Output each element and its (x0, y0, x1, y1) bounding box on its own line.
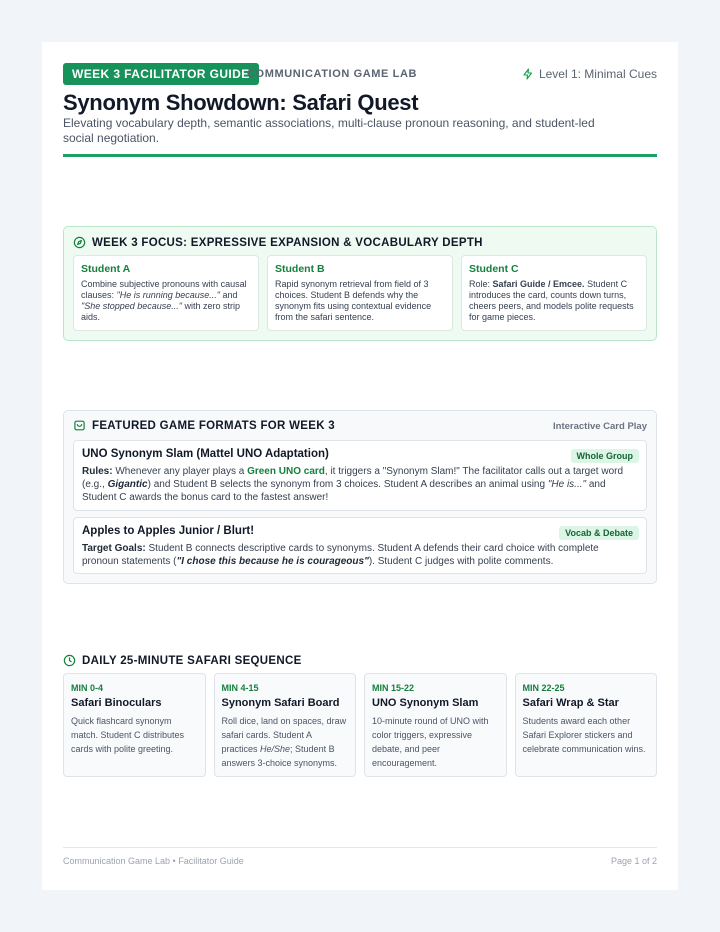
slot-title: Safari Binoculars (71, 697, 162, 709)
compass-icon (73, 236, 86, 249)
student-a-text-2: and (219, 290, 238, 300)
game-rules-label: Rules: (82, 466, 113, 477)
game-formats-panel (63, 410, 657, 584)
student-c-role-label: Role: (469, 279, 493, 289)
game-text-2: , it triggers a "Synonym Slam!" The facilitator calls out a target word (e.g., (82, 466, 624, 490)
student-b-goal: Rapid synonym retrieval from field of 3 choices. Student B defends why the synonym fits using contextual evidence from the safari sentence. (275, 279, 432, 322)
formats-right-label: Interactive Card Play (553, 421, 647, 432)
student-c-text: Student C introduces the card, counts down turns, cheers peers, and models polite requests for game pieces. (469, 279, 634, 322)
student-b-name: Student B (275, 263, 325, 275)
game-card-uno (73, 440, 647, 511)
schedule-row (63, 673, 657, 777)
game-text-1: Whenever any player plays a (112, 466, 248, 477)
brand-label: COMMUNICATION GAME LAB (247, 68, 418, 80)
student-a-text-3: with zero strip aids. (81, 301, 240, 322)
lightning-icon (522, 68, 534, 80)
page-number: Page 1 of 2 (610, 856, 657, 866)
game-title: UNO Synonym Slam (Mattel UNO Adaptation) (82, 448, 329, 460)
slot-description: Quick flashcard synonym match. Student C distributes cards with polite greeting. (71, 716, 185, 754)
week-badge: WEEK 3 FACILITATOR GUIDE (63, 63, 259, 85)
schedule-slot (364, 673, 507, 777)
slot-pronoun: He/She (260, 744, 291, 754)
game-text-1: Student B connects descriptive cards to synonyms. Student A defends their card choice with complete pronoun statements ( (82, 543, 599, 567)
slot-title: UNO Synonym Slam (372, 697, 479, 709)
student-c-role: Safari Guide / Emcee. (492, 279, 585, 289)
slot-description: Students award each other Safari Explorer stickers and celebrate communication wins. (522, 716, 646, 754)
level-indicator (522, 63, 657, 85)
game-tag: Whole Group (571, 449, 640, 463)
page-title: Synonym Showdown: Safari Quest (63, 90, 419, 115)
game-text-2: ). Student C judges with polite comments. (368, 556, 554, 567)
student-c-card (461, 255, 647, 331)
slot-text-1: Roll dice, land on spaces, draw safari cards. Student A practices (221, 716, 347, 754)
clock-icon (63, 654, 76, 667)
game-text-3: ) and Student B selects the synonym from 3 choices. Student A describes an animal using (147, 479, 548, 490)
green-card-highlight: Green UNO card (247, 466, 325, 477)
student-a-quote-1: "He is running because..." (116, 290, 220, 300)
student-a-goal (81, 279, 251, 323)
schedule-slot (515, 673, 658, 777)
card-box-icon (73, 419, 86, 432)
schedule-slot (214, 673, 357, 777)
slot-description: 10-minute round of UNO with color triggers, expressive debate, and peer encouragement. (372, 716, 489, 768)
slot-time: MIN 22-25 (522, 683, 565, 693)
pronoun-quote: "He is..." (547, 479, 587, 490)
focus-heading-text: WEEK 3 FOCUS: EXPRESSIVE EXPANSION & VOCABULARY DEPTH (92, 236, 483, 249)
game-title: Apples to Apples Junior / Blurt! (82, 525, 255, 537)
header-divider (63, 154, 657, 157)
student-a-card (73, 255, 259, 331)
schedule-heading-text: DAILY 25-MINUTE SAFARI SEQUENCE (82, 654, 302, 667)
pronoun-quote: "I chose this because he is courageous" (176, 556, 369, 567)
student-a-text-1: Combine subjective pronouns with causal clauses: (81, 279, 247, 300)
game-text-4: and Student C awards the bonus card to the fastest answer! (82, 479, 606, 503)
slot-title: Synonym Safari Board (221, 697, 340, 709)
page-content (63, 42, 657, 890)
student-c-name: Student C (469, 263, 519, 275)
schedule-slot (63, 673, 206, 777)
slot-time: MIN 4-15 (221, 683, 259, 693)
footer-left: Communication Game Lab • Facilitator Guide (63, 856, 244, 866)
slot-description (222, 714, 349, 770)
game-card-apples (73, 517, 647, 574)
slot-time: MIN 0-4 (71, 683, 104, 693)
student-c-goal (469, 279, 639, 323)
page-subtitle: Elevating vocabulary depth, semantic associations, multi-clause pronoun reasoning, and student-led social negotiation. (63, 116, 595, 145)
schedule-heading (63, 654, 302, 667)
game-tag: Vocab & Debate (559, 526, 639, 540)
level-label: Level 1: Minimal Cues (538, 67, 657, 81)
game-description (82, 542, 638, 568)
target-word-example: Gigantic (107, 479, 148, 490)
guide-page (42, 42, 678, 890)
header-bar (63, 63, 657, 85)
student-a-quote-2: "She stopped because..." (81, 301, 182, 311)
footer-divider (63, 847, 657, 848)
slot-title: Safari Wrap & Star (522, 697, 619, 709)
student-b-card (267, 255, 453, 331)
game-description (82, 465, 638, 504)
game-goals-label: Target Goals: (82, 543, 146, 554)
slot-time: MIN 15-22 (372, 683, 415, 693)
formats-heading (73, 419, 335, 432)
week-focus-panel (63, 226, 657, 341)
focus-heading (73, 236, 483, 249)
formats-heading-text: FEATURED GAME FORMATS FOR WEEK 3 (92, 419, 336, 432)
student-a-name: Student A (81, 263, 131, 275)
student-goals (73, 255, 647, 331)
slot-text-2: ; Student B answers 3-choice synonyms. (221, 744, 338, 768)
